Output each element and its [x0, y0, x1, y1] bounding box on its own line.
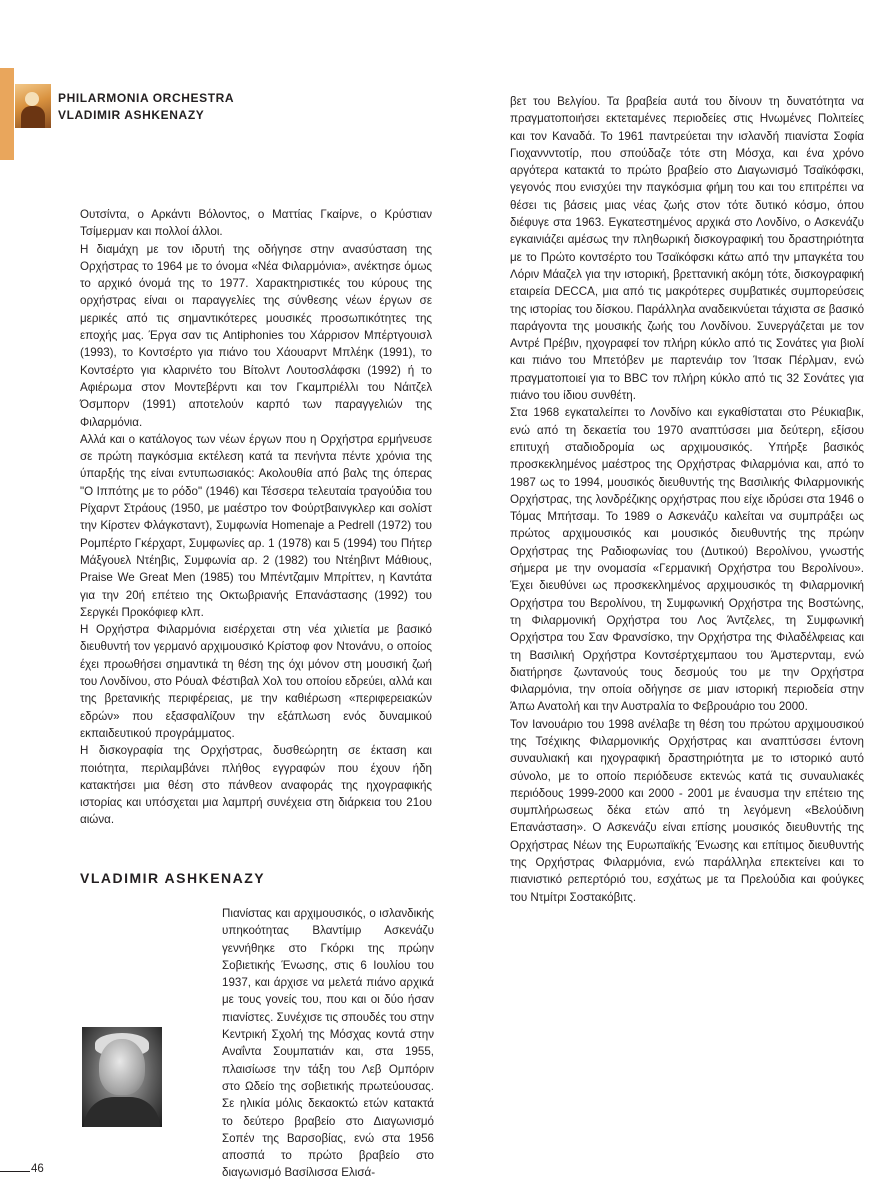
right-paragraph: Στα 1968 εγκαταλείπει το Λονδίνο και εγκαθίσταται στο Ρέυκιαβικ, ενώ από τη δεκαετία του 1970 αναπτύσσει μια δεύτερη, εξίσου επιτυχή σταδιοδρομία ως αρχιμουσικός. Υπήρξε βασικός προσκεκλημένος μαέστρος της Ορχήστρας Φιλαρμόνια και, από το 1987 ως το 1994, μουσικός διευθυντής της Βασιλικής Φιλαρμονικής Ορχήστρας, της λονδρέζικης ορχήστρας που είχε ιδρύσει στα 1946 ο Τόμας Μπήτσαμ. Το 1989 ο Ασκενάζυ καλείται να συμπράξει ως πρώτος αρχιμουσικός και μουσικός διευθυντής της πρώην Ορχήστρας της Ραδιοφωνίας του (Δυτικού) Βερολίνου, γνωστής σήμερα με την ονομασία «Γερμανική Ορχήστρα του Βερολίνου». Έχει διευθύνει ως προσκεκλημένος αρχιμουσικός τη Φιλαρμονική Ορχήστρα του Βερολίνου, τη Συμφωνική Ορχήστρα της Βοστώνης, τη Φιλαρμονική Ορχήστρα του Λος Άντζελες, τη Συμφωνική Ορχήστρα του Σαν Φρανσίσκο, την Ορχήστρα της Φιλαδέλφειας και τη Βασιλική Ορχήστρα Κοντσέρτχεμπαου του Άμστερνταμ, ενώ διατήρησε ζωντανούς τους δεσμούς του με την Ορχήστρα Φιλαρμόνια, την οποία οδήγησε σε μιαν ιστορική περιοδεία στην Άπω Ανατολή και την Αυστραλία το Φεβρουάριο του 2000. — [510, 406, 864, 714]
header-line-conductor: VLADIMIR ASHKENAZY — [58, 108, 205, 122]
biography-intro — [222, 905, 434, 1182]
right-column — [510, 93, 864, 906]
left-column — [80, 206, 432, 829]
right-paragraph: βετ του Βελγίου. Τα βραβεία αυτά του δίνουν τη δυνατότητα να πραγματοποιήσει εκτεταμένες περιοδείες στις Ηνωμένες Πολιτείες και τον Καναδά. Το 1961 παντρεύεται την ισλανδή πιανίστα Σοφία Γιοχαννντοτίρ, που σπούδαζε τότε στη Μόσχα, και ένα χρόνο αργότερα κατακτά το πρώτο βραβείο στο Διαγωνισμό Τσαϊκόφσκι, γεγονός που ενισχύει την παγκόσμια φήμη του και του επιτρέπει να θέσει τις βάσεις μιας νέας ζωής στον τότε δυτικό κόσμο, όπου διέφυγε στα 1963. Εγκατεστημένος αρχικά στο Λονδίνο, ο Ασκενάζυ εγκαινιάζει αμέσως την πληθωρική δισκογραφική του δραστηριότητα με το Πρώτο κοντσέρτο του Τσαϊκόφσκι κάτω από την μπαγκέτα του Λόριν Μάαζελ για την ιστορική, βρεττανική ακόμη τότε, δισκογραφική εταιρεία DECCA, μια από τις μακρότερες συμβατικές συμπορεύσεις της ιστορίας του δίσκου. Παράλληλα αναδεικνύεται τάχιστα σε βασικό παράγοντα της μουσικής ζωής του Λονδίνου. Συνεργάζεται με τον Αντρέ Πρέβιν, ηχογραφεί τον πλήρη κύκλο από τις Σονάτες για βιολί και πιάνο του Μπετόβεν με παρτενάιρ τον Ίτσακ Πέρλμαν, ενώ πραγματοποιεί για το BBC τον πλήρη κύκλο από τις 32 Σονάτες για πιάνο του ίδιου συνθέτη. — [510, 95, 865, 403]
left-paragraph: Η Ορχήστρα Φιλαρμόνια εισέρχεται στη νέα χιλιετία με βασικό διευθυντή τον γερμανό αρχιμουσικό Κρίστοφ φον Ντονάνυ, ο οποίος έχει προωθήσει σημαντικά τη θέση της όχι μόνον στη μουσική ζωή του Λονδίνου, στο Ρόυαλ Φέστιβαλ Χολ του οποίου εδρεύει, αλλά και της βρετανικής περιφέρειας, με την καθιέρωση «περιφερειακών εδρών» που εξασφαλίζουν την εξάπλωση ενός δυναμικού εκπαιδευτικού προγράμματος. — [80, 623, 432, 740]
left-paragraph: Η διαμάχη με τον ιδρυτή της οδήγησε στην ανασύσταση της Ορχήστρας το 1964 με το όνομα «Νέα Φιλαρμόνια», ανέκτησε όμως το αρχικό όνομά της το 1977. Χαρακτηριστικές του κύρους της ορχήστρας είναι οι παραγγελίες της σύνθεσης νέων έργων σε μερικές από τις σημαντικότερες μουσικές προσωπικότητες της εποχής μας. Έργα σαν τις Antiphonies του Χάρρισον Μπέρτγουισλ (1993), το Κοντσέρτο για πιάνο του Χάουαρντ Μπλέηκ (1991), το Κοντσέρτο για κλαρινέτο του Βίτολντ Λουτοσλάφσκι (1992) ή το Αφιέρωμα στον Μοντεβέρντι και τον Γκαμπριέλλι του Νάιτζελ Όσμπορν (1991) αποτελούν καρπό των παραγγελιών της Φιλαρμόνια. — [80, 242, 432, 429]
side-color-strip — [0, 68, 14, 160]
header-thumbnail-image — [15, 84, 51, 128]
left-paragraph: Ουτσίντα, ο Αρκάντι Βόλοντος, ο Ματτίας Γκαίρνε, ο Κρύστιαν Τσίμερμαν και πολλοί άλλοι. — [80, 208, 432, 239]
page-number-rule — [0, 1171, 30, 1172]
header-title — [58, 90, 234, 124]
left-paragraph: Αλλά και ο κατάλογος των νέων έργων που η Ορχήστρα ερμήνευσε σε πρώτη παγκόσμια εκτέλεση κατά τα πενήντα πέντε χρόνια της ύπαρξής της είναι εντυπωσιακός: Ακολουθία από βαλς της όπερας "Ο Ιππότης με το ρόδο" (1946) και Τέσσερα τελευταία τραγούδια του Ρίχαρντ Στράους (1950, με μαέστρο τον Φούρτβαινγκλερ και σολίστ την Κίρστεν Φλάγκσταντ), Συμφωνία Homenaje a Pedrell (1972) του Ρομπέρτο Γκέρχαρτ, Συμφωνίες αρ. 1 (1978) και 5 (1994) του Πήτερ Μάξγουελ Ντέηβις, Συμφωνία αρ. 2 (1982) του Ντέηβιντ Μάθιους, Praise We Great Men (1985) του Μπέντζαμιν Μπρίττεν, η Καντάτα για την 20ή επέτειο της Οκτωβριανής Επανάστασης (1992) του Σεργκέι Προκόφιεφ κλπ. — [80, 432, 432, 619]
portrait-photo — [82, 1027, 162, 1127]
section-title: VLADIMIR ASHKENAZY — [80, 870, 266, 886]
header-line-orchestra: PHILARMONIA ORCHESTRA — [58, 91, 235, 105]
page-number: 46 — [31, 1163, 44, 1175]
intro-paragraph: Πιανίστας και αρχιμουσικός, ο ισλανδικής υπηκοότητας Βλαντίμιρ Ασκενάζυ γεννήθηκε στο Γκόρκι της πρώην Σοβιετικής Ένωσης, στις 6 Ιουλίου του 1937, και άρχισε να μελετά πιάνο αρχικά με τους γονείς του, που και οι δύο ήσαν πιανίστες. Συνέχισε τις σπουδές του στην Κεντρική Σχολή της Μόσχας κοντά στην Αναΐντα Σουμπατιάν και, στα 1955, πλαισίωσε την τάξη του Λεβ Ομπόριν στο Ωδείο της σοβιετικής πρωτεύουσας. Σε ηλικία μόλις δεκαοκτώ ετών κατακτά το δεύτερο βραβείο στο Διαγωνισμό Σοπέν της Βαρσοβίας, ενώ στα 1956 αποσπά το πρώτο βραβείο στο διαγωνισμό Βασίλισσα Ελισά- — [222, 907, 434, 1180]
left-paragraph: Η δισκογραφία της Ορχήστρας, δυσθεώρητη σε έκταση και ποιότητα, περιλαμβάνει πλήθος εγγραφών που έχουν ήδη κατακτήσει μια θέση στο πάνθεον αναφοράς της ηχογραφικής ιστορίας και υπόσχεται μια λαμπρή συνέχεια στη διάρκεια του 21ου αιώνα. — [80, 744, 432, 827]
right-paragraph: Τον Ιανουάριο του 1998 ανέλαβε τη θέση του πρώτου αρχιμουσικού της Τσέχικης Φιλαρμονικής Ορχήστρας και αναπτύσσει έντονη συναυλιακή και ηχογραφική δραστηριότητα με το ιστορικό αυτό σύνολο, με το οποίο περιόδευσε εκτενώς κατά τις συναυλιακές περιόδους 1999-2000 και 2000 - 2001 με έναυσμα την επέτειο της συμπλήρωσεως δέκα ετών από τη λεγόμενη «Βελούδινη Επανάσταση». Ο Ασκενάζυ είναι επίσης μουσικός διευθυντής της Ορχήστρας Νέων της Ευρωπαϊκής Ένωσης και επίτιμος διευθυντής της Ορχήστρας Φιλαρμόνια, ενώ παράλληλα επεκτείνει και το πιανιστικό ρεπερτόριό του, εσχάτως με τα Πρελούδια και φούγκες του Ντμίτρι Σοστακόβιτς. — [510, 717, 864, 904]
